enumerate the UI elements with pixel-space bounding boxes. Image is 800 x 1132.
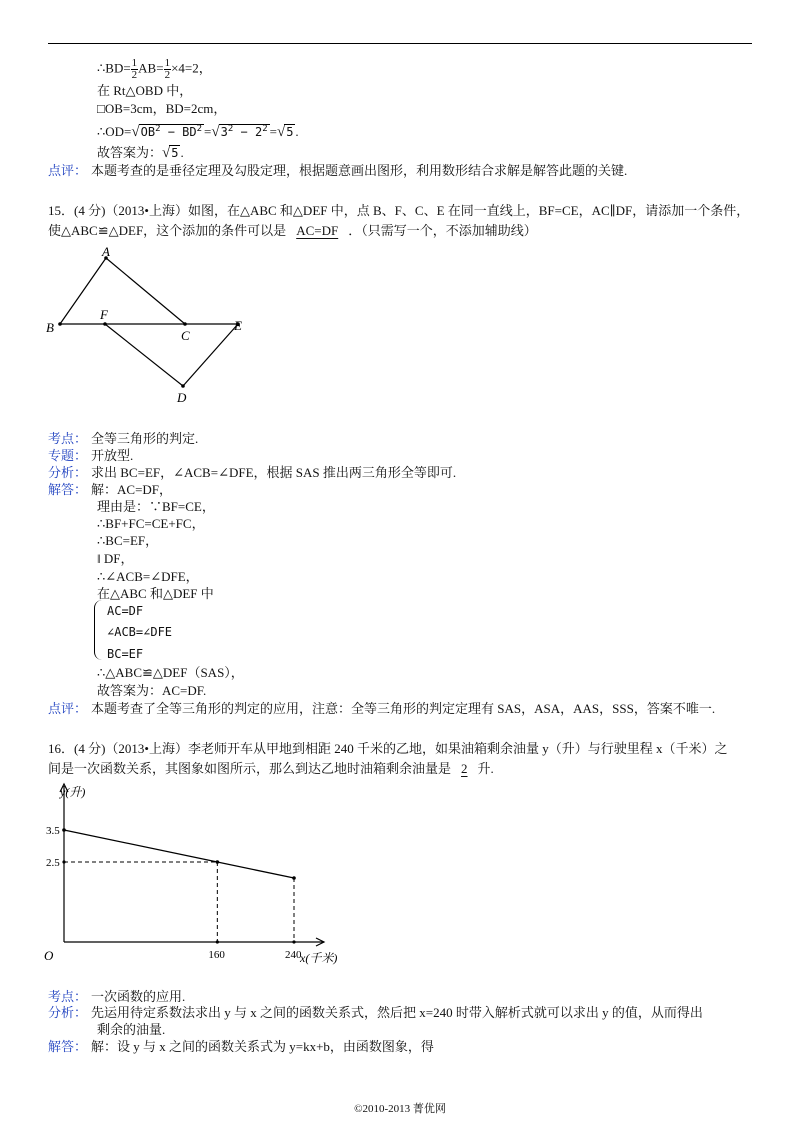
q15-stem-line1: 15．(4 分)（2013•上海）如图，在△ABC 和△DEF 中，点 B、F、C、E 在同一直线上，BF=CE，AC∥DF，请添加一个条件，	[48, 203, 750, 218]
function-line	[64, 830, 294, 878]
q15-figure	[40, 244, 280, 410]
answer-blank: AC=DF	[296, 223, 339, 238]
exponent: 2	[196, 124, 203, 134]
label: 考点：	[48, 431, 88, 446]
q15-kaodian	[48, 430, 198, 448]
text: 求出 BC=EF，∠ACB=∠DFE，根据 SAS 推出两三角形全等即可.	[91, 465, 457, 480]
label-c: C	[181, 328, 190, 343]
footer-copyright: ©2010-2013 菁优网	[354, 1103, 446, 1115]
text: 升.	[477, 761, 494, 776]
text: 先运用待定系数法求出 y 与 x 之间的函数关系式，然后把 x=240 时带入解析式就可以求出 y 的值，从而得出	[91, 1005, 703, 1020]
y-tick-label: 2.5	[46, 857, 60, 869]
solution-line: ‖ DF，	[97, 551, 134, 566]
point-c	[183, 322, 187, 326]
solution-line: 在△ABC 和△DEF 中	[97, 586, 214, 601]
radicand	[219, 124, 270, 139]
system-eq-2: ∠ACB=∠DFE	[107, 625, 173, 639]
radicand	[139, 124, 204, 139]
term: OB	[140, 125, 156, 139]
segment-de	[183, 324, 238, 386]
text: 全等三角形的判定.	[91, 431, 199, 446]
q16-function-graph	[40, 778, 360, 974]
text: 间是一次函数关系，其图象如图所示，那么到达乙地时油箱剩余油量是	[48, 761, 452, 776]
label: 分析：	[48, 1005, 88, 1020]
point-f	[103, 322, 107, 326]
term: − 2	[233, 125, 263, 139]
radical-sign: √	[276, 124, 286, 140]
q16-fenxi-1	[48, 1004, 703, 1022]
solution-line: ∴BC=EF，	[97, 533, 159, 548]
solution-line-od	[97, 120, 299, 141]
label: 解答：	[48, 1039, 88, 1054]
y-tick-mark	[62, 828, 65, 831]
text: 使△ABC≌△DEF，这个添加的条件可以是	[48, 223, 287, 238]
system-brace	[94, 600, 105, 660]
y-tick-mark	[62, 860, 65, 863]
numerator: 1	[164, 57, 171, 69]
denominator: 2	[164, 69, 171, 81]
label: 考点：	[48, 989, 88, 1004]
exponent: 2	[262, 124, 268, 134]
system-eq-3: BC=EF	[107, 647, 144, 661]
exponent: 2	[227, 124, 234, 134]
text: 解：AC=DF，	[91, 482, 173, 497]
radicand: 5	[286, 125, 294, 139]
text: =	[269, 124, 277, 139]
text: ∴BD=	[97, 60, 131, 76]
text: AB=	[138, 60, 164, 76]
comment-line	[48, 162, 627, 180]
label: 专题：	[48, 448, 88, 463]
data-point	[292, 876, 296, 880]
text: .	[180, 145, 184, 160]
solution-line: ∴△ABC≌△DEF（SAS），	[97, 665, 244, 680]
solution-line: 在 Rt△OBD 中，	[97, 83, 193, 98]
q16-stem-line1: 16．(4 分)（2013•上海）李老师开车从甲地到相距 240 千米的乙地，如果油箱剩余油量 y（升）与行驶里程 x（千米）之	[48, 741, 728, 756]
text: .	[295, 124, 299, 139]
label-f: F	[100, 307, 108, 322]
answer-line: 故答案为：AC=DF.	[97, 683, 207, 698]
comment-text: 本题考查的是垂径定理及勾股定理，根据题意画出图形，利用数形结合求解是解答此题的关键.	[91, 163, 628, 178]
q15-dianping	[48, 700, 715, 718]
solution-line: ∴BF+FC=CE+FC，	[97, 516, 205, 531]
origin-label: O	[44, 948, 54, 963]
system-eq-1: AC=DF	[107, 604, 144, 618]
answer-line	[97, 144, 184, 162]
q15-stem-line2	[48, 222, 537, 240]
segment-fd	[105, 324, 183, 386]
label-b: B	[46, 320, 54, 335]
text: 故答案为：	[97, 145, 163, 160]
label-a: A	[102, 244, 110, 259]
comment-label: 点评：	[48, 163, 88, 178]
label: 分析：	[48, 465, 88, 480]
fraction	[164, 58, 172, 81]
text: ∴OD=	[97, 124, 132, 139]
label: 点评：	[48, 701, 88, 716]
text: ．（只需写一个，不添加辅助线）	[348, 223, 537, 238]
numerator: 1	[131, 57, 138, 69]
x-tick-mark	[292, 940, 295, 943]
solution-line: □OB=3cm，BD=2cm，	[97, 101, 227, 116]
solution-line: 理由是：∵BF=CE，	[97, 499, 215, 514]
point-b	[58, 322, 62, 326]
x-tick-label: 160	[208, 949, 225, 961]
x-axis-label: x(千米)	[300, 951, 338, 965]
label-d: D	[177, 390, 187, 405]
text: 解：设 y 与 x 之间的函数关系式为 y=kx+b，由函数图象，得	[91, 1039, 434, 1054]
x-tick-label: 240	[285, 949, 302, 961]
point-d	[181, 384, 185, 388]
term: − BD	[160, 125, 197, 139]
label: 解答：	[48, 482, 88, 497]
exponent: 2	[155, 124, 161, 134]
q16-stem-line2	[48, 760, 494, 778]
radical-sign: √	[131, 124, 140, 140]
radical-sign: √	[211, 124, 220, 140]
term: 3	[220, 125, 228, 139]
radical-sign: √	[162, 145, 171, 161]
y-axis-label: y(升)	[60, 785, 86, 799]
label-e: E	[234, 318, 242, 333]
radicand: 5	[171, 146, 179, 160]
header-rule	[48, 43, 752, 44]
x-tick-mark	[216, 940, 219, 943]
solution-line: ∴∠ACB=∠DFE，	[97, 569, 199, 584]
text: 一次函数的应用.	[91, 989, 186, 1004]
q15-fenxi	[48, 464, 456, 482]
data-point	[216, 860, 220, 864]
text: ×4=2，	[171, 60, 212, 76]
y-tick-label: 3.5	[46, 825, 60, 837]
text: 开放型.	[91, 448, 134, 463]
q16-fenxi-2: 剩余的油量.	[97, 1022, 166, 1037]
text: =	[204, 124, 212, 139]
denominator: 2	[131, 69, 138, 81]
solution-line-bd	[97, 58, 212, 81]
text: 本题考查了全等三角形的判定的应用，注意：全等三角形的判定定理有 SAS，ASA，AAS，SSS，答案不唯一.	[91, 701, 716, 716]
q15-zhuanti	[48, 447, 133, 465]
segment-ac	[106, 258, 185, 324]
answer-blank: 2	[461, 761, 468, 776]
q15-jieda	[48, 481, 172, 499]
q16-jieda	[48, 1038, 434, 1056]
